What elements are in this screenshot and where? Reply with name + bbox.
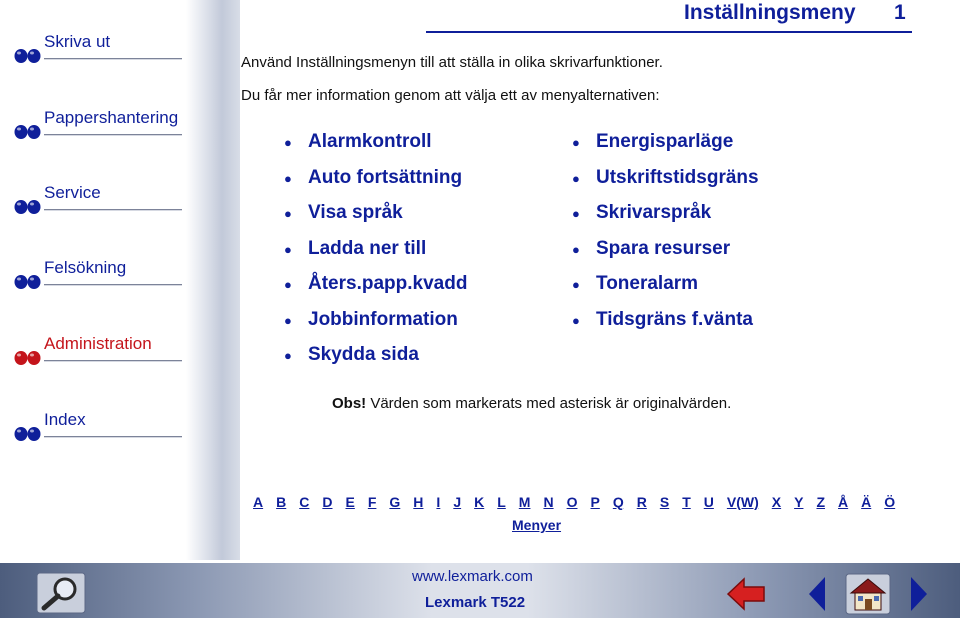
index-letter-link[interactable]: S xyxy=(659,494,670,510)
nav-bullet-icon xyxy=(12,46,43,66)
intro-text: Använd Inställningsmenyn till att ställa in olika skrivarfunktioner. xyxy=(241,54,663,71)
index-letter-link[interactable]: B xyxy=(276,494,287,510)
nav-divider-highlight xyxy=(44,135,182,136)
sidebar-item-service[interactable] xyxy=(12,183,182,223)
bullet-icon: ● xyxy=(284,206,292,221)
sidebar-item-label: Skriva ut xyxy=(44,32,111,51)
page-number: 1 xyxy=(894,1,906,24)
menu-item-utskriftstidsgräns[interactable] xyxy=(572,168,759,204)
nav-bullet-icon xyxy=(12,197,43,217)
bullet-icon: ● xyxy=(284,135,292,150)
index-letter-link[interactable]: D xyxy=(322,494,333,510)
nav-divider-highlight xyxy=(44,361,182,362)
index-letter-link[interactable]: L xyxy=(497,494,506,510)
bullet-icon: ● xyxy=(572,135,580,150)
back-arrow-icon xyxy=(726,576,766,612)
nav-divider-highlight xyxy=(44,285,182,286)
menu-item-label: Skydda sida xyxy=(308,344,419,365)
sidebar-item-index[interactable] xyxy=(12,410,182,450)
menu-item-energisparläge[interactable] xyxy=(572,132,759,168)
menu-list-right xyxy=(572,132,759,345)
nav-bullet-icon xyxy=(12,348,43,368)
menu-item-spara-resurser[interactable] xyxy=(572,239,759,275)
index-letter-link[interactable]: M xyxy=(518,494,531,510)
index-letter-link[interactable]: I xyxy=(436,494,441,510)
menu-item-auto-fortsättning[interactable] xyxy=(284,168,467,204)
title-divider xyxy=(426,31,912,33)
nav-bullet-icon xyxy=(12,424,43,444)
nav-bullet-icon xyxy=(12,122,43,142)
intro-text-2: Du får mer information genom att välja ett av menyalternativen: xyxy=(241,87,660,104)
sidebar-item-label: Administration xyxy=(44,334,152,353)
previous-page-button[interactable] xyxy=(808,576,826,612)
next-page-icon xyxy=(910,576,928,612)
menu-item-label: Åters.papp.kvadd xyxy=(308,273,468,294)
menu-item-label: Toneralarm xyxy=(596,273,699,294)
menu-item-label: Skrivarspråk xyxy=(596,202,712,223)
index-letter-link[interactable]: Z xyxy=(816,494,826,510)
bullet-icon: ● xyxy=(284,348,292,363)
product-name: Lexmark T522 xyxy=(425,594,526,611)
menu-item-visa-språk[interactable] xyxy=(284,203,467,239)
previous-page-icon xyxy=(808,576,826,612)
index-letter-link[interactable]: H xyxy=(413,494,424,510)
sidebar-item-administration[interactable] xyxy=(12,334,182,374)
bullet-icon: ● xyxy=(284,170,292,186)
menu-item-jobbinformation[interactable] xyxy=(284,310,467,346)
nav-divider-highlight xyxy=(44,59,182,60)
search-button[interactable] xyxy=(36,572,86,614)
menu-item-label: Alarmkontroll xyxy=(308,131,432,152)
index-letter-link[interactable]: Ö xyxy=(884,494,896,510)
menu-item-åters-papp-kvadd[interactable] xyxy=(284,274,467,310)
index-letter-link[interactable]: O xyxy=(566,494,578,510)
home-button[interactable] xyxy=(845,573,891,615)
bullet-icon: ● xyxy=(284,277,292,292)
bullet-icon: ● xyxy=(572,312,580,328)
note-label: Obs! xyxy=(332,395,367,412)
menu-item-label: Visa språk xyxy=(308,202,403,223)
menu-item-label: Ladda ner till xyxy=(308,237,427,259)
nav-divider-highlight xyxy=(44,437,182,438)
index-letter-link[interactable]: N xyxy=(543,494,554,510)
menu-item-alarmkontroll[interactable] xyxy=(284,132,467,168)
site-url-link[interactable]: www.lexmark.com xyxy=(412,568,533,585)
nav-bullet-icon xyxy=(12,272,43,292)
index-letter-link[interactable]: V(W) xyxy=(726,494,759,510)
sidebar-item-fels-kning[interactable] xyxy=(12,258,182,298)
menu-item-label: Tidsgräns f.vänta xyxy=(596,308,753,330)
menu-item-label: Spara resurser xyxy=(596,237,731,259)
alphabet-index xyxy=(253,494,908,510)
menu-item-label: Energisparläge xyxy=(596,131,734,152)
nav-divider-highlight xyxy=(44,210,182,211)
menu-item-label: Jobbinformation xyxy=(308,308,458,330)
back-button[interactable] xyxy=(726,576,766,612)
note-text: Värden som markerats med asterisk är originalvärden. xyxy=(366,395,732,412)
sidebar-item-label: Pappershantering xyxy=(44,108,179,127)
note xyxy=(332,395,731,412)
menus-link[interactable]: Menyer xyxy=(512,517,562,533)
sidebar-item-skriva-ut[interactable] xyxy=(12,32,182,72)
bullet-icon: ● xyxy=(284,241,292,257)
menu-list-left xyxy=(284,132,467,381)
next-page-button[interactable] xyxy=(910,576,928,612)
index-letter-link[interactable]: J xyxy=(453,494,462,510)
menu-item-ladda-ner-till[interactable] xyxy=(284,239,467,275)
index-letter-link[interactable]: F xyxy=(367,494,377,510)
magnifier-icon xyxy=(36,572,86,614)
bullet-icon: ● xyxy=(572,241,580,257)
index-letter-link[interactable]: P xyxy=(590,494,600,510)
index-letter-link[interactable]: Y xyxy=(794,494,804,510)
page-title: Inställningsmeny xyxy=(684,1,856,24)
index-letter-link[interactable]: C xyxy=(299,494,310,510)
index-letter-link[interactable]: Å xyxy=(838,494,849,510)
menu-item-skydda-sida[interactable] xyxy=(284,345,467,381)
index-letter-link[interactable]: Q xyxy=(612,494,624,510)
sidebar-item-label: Service xyxy=(44,183,101,202)
index-letter-link[interactable]: E xyxy=(345,494,355,510)
menu-item-label: Utskriftstidsgräns xyxy=(596,166,759,188)
sidebar-item-label: Index xyxy=(44,410,86,429)
bullet-icon: ● xyxy=(284,312,292,328)
index-letter-link[interactable]: X xyxy=(771,494,782,510)
menu-item-label: Auto fortsättning xyxy=(308,166,463,188)
menu-item-tidsgräns-f-vänta[interactable] xyxy=(572,310,759,346)
index-letter-link[interactable]: R xyxy=(636,494,647,510)
bullet-icon: ● xyxy=(572,277,580,292)
index-letter-link[interactable]: A xyxy=(253,494,264,510)
home-icon xyxy=(845,573,891,615)
bullet-icon: ● xyxy=(572,206,580,221)
sidebar-item-label: Felsökning xyxy=(44,258,127,277)
sidebar-item-pappershantering[interactable] xyxy=(12,108,182,148)
bullet-icon: ● xyxy=(572,170,580,186)
index-letter-link[interactable]: G xyxy=(389,494,401,510)
menu-item-toneralarm[interactable] xyxy=(572,274,759,310)
index-letter-link[interactable]: Ä xyxy=(861,494,872,510)
index-letter-link[interactable]: T xyxy=(682,494,691,510)
index-letter-link[interactable]: K xyxy=(474,494,485,510)
menu-item-skrivarspråk[interactable] xyxy=(572,203,759,239)
index-letter-link[interactable]: U xyxy=(703,494,714,510)
